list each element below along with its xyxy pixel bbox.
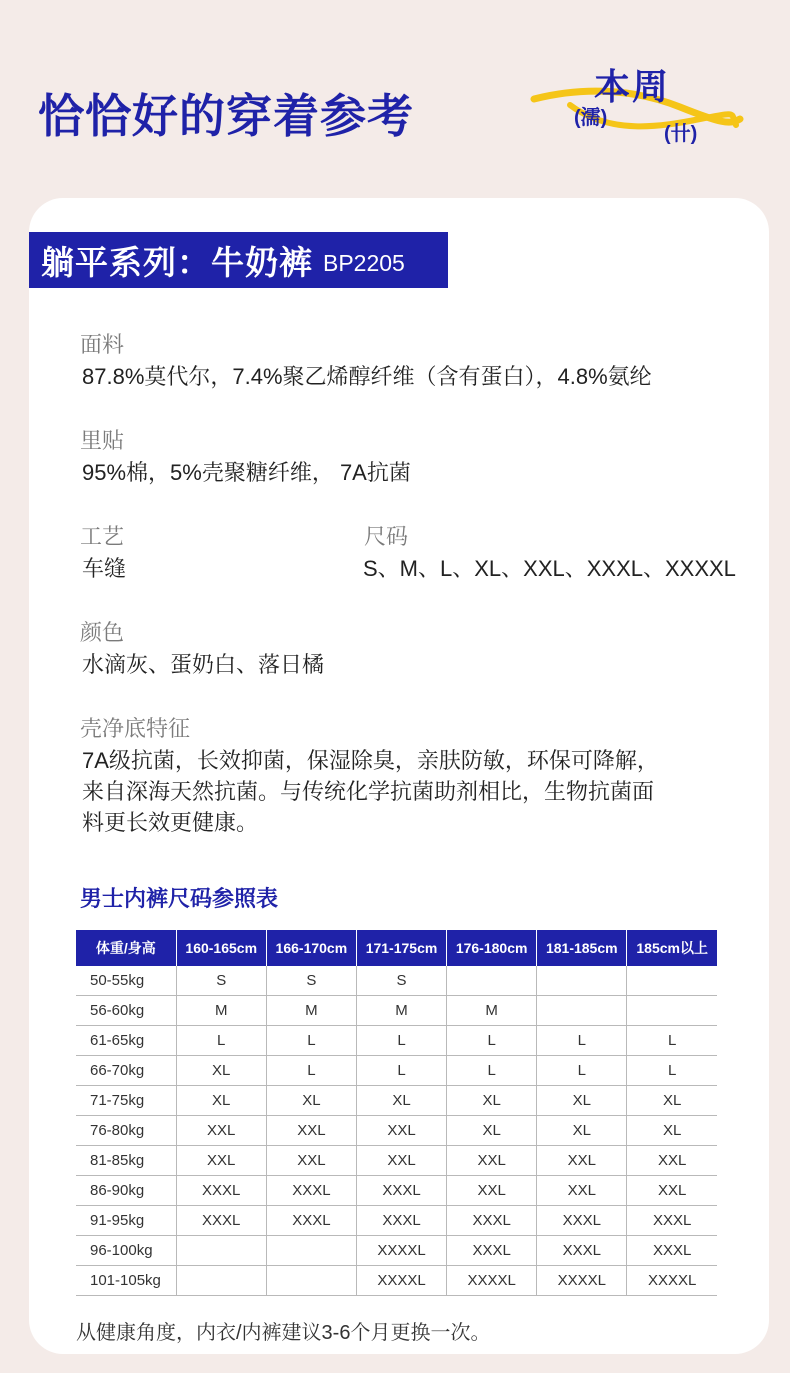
lining-label: 里贴 bbox=[80, 428, 125, 453]
size-cell: XXL bbox=[627, 1176, 717, 1206]
size-cell: L bbox=[537, 1056, 627, 1086]
size-cell: XL bbox=[537, 1116, 627, 1146]
feature-label: 壳净底特征 bbox=[80, 716, 191, 741]
size-cell: XXXL bbox=[266, 1176, 356, 1206]
size-cell: L bbox=[266, 1026, 356, 1056]
size-cell: S bbox=[266, 966, 356, 996]
logo-mark-text: 本周 bbox=[594, 66, 671, 107]
table-row bbox=[76, 1176, 717, 1206]
header-height-col: 160-165cm bbox=[176, 930, 266, 966]
sizes-label: 尺码 bbox=[364, 524, 409, 549]
size-cell bbox=[627, 966, 717, 996]
logo-paren-right: (卄) bbox=[664, 123, 698, 145]
feature-line-1: 7A级抗菌，长效抑菌，保湿除臭，亲肤防敏，环保可降解， bbox=[82, 748, 659, 773]
weight-cell: 50-55kg bbox=[76, 966, 176, 996]
size-cell bbox=[627, 996, 717, 1026]
size-cell: L bbox=[356, 1056, 446, 1086]
size-cell: XXXL bbox=[627, 1236, 717, 1266]
weight-cell: 76-80kg bbox=[76, 1116, 176, 1146]
size-cell: XL bbox=[627, 1116, 717, 1146]
size-cell: XXL bbox=[627, 1146, 717, 1176]
size-cell: M bbox=[266, 996, 356, 1026]
header-height-col: 185cm以上 bbox=[627, 930, 717, 966]
size-cell: L bbox=[176, 1026, 266, 1056]
size-cell: XXXL bbox=[176, 1206, 266, 1236]
size-cell bbox=[266, 1266, 356, 1296]
size-cell: XXXL bbox=[266, 1206, 356, 1236]
size-cell: XXXXL bbox=[627, 1266, 717, 1296]
table-row bbox=[76, 1236, 717, 1266]
size-table bbox=[76, 930, 717, 1296]
fabric-value: 87.8%莫代尔，7.4%聚乙烯醇纤维（含有蛋白），4.8%氨纶 bbox=[82, 364, 652, 389]
size-cell bbox=[537, 966, 627, 996]
table-row bbox=[76, 1146, 717, 1176]
table-row bbox=[76, 1026, 717, 1056]
table-row bbox=[76, 1206, 717, 1236]
size-cell: L bbox=[627, 1026, 717, 1056]
size-cell: XL bbox=[176, 1056, 266, 1086]
footnote: 从健康角度，内衣/内裤建议3-6个月更换一次。 bbox=[76, 1322, 491, 1344]
size-cell bbox=[266, 1236, 356, 1266]
weight-cell: 56-60kg bbox=[76, 996, 176, 1026]
size-cell: XXXXL bbox=[447, 1266, 537, 1296]
size-cell: XXL bbox=[447, 1176, 537, 1206]
series-code: BP2205 bbox=[323, 249, 405, 276]
series-banner bbox=[29, 232, 448, 288]
colors-label: 颜色 bbox=[80, 620, 125, 645]
size-cell: L bbox=[537, 1026, 627, 1056]
size-cell bbox=[176, 1236, 266, 1266]
size-cell: XL bbox=[627, 1086, 717, 1116]
lining-value: 95%棉，5%壳聚糖纤维， 7A抗菌 bbox=[82, 460, 411, 485]
fabric-label: 面料 bbox=[80, 332, 125, 357]
size-cell: XXXXL bbox=[537, 1266, 627, 1296]
craft-label: 工艺 bbox=[80, 524, 125, 549]
size-cell: XXXL bbox=[537, 1206, 627, 1236]
size-cell: XL bbox=[447, 1116, 537, 1146]
size-cell: XL bbox=[266, 1086, 356, 1116]
size-cell: XXL bbox=[266, 1116, 356, 1146]
logo-paren-left: (濡) bbox=[574, 107, 608, 129]
series-name: 躺平系列：牛奶裤 bbox=[41, 243, 313, 281]
table-row bbox=[76, 1266, 717, 1296]
table-row bbox=[76, 1086, 717, 1116]
page-title: 恰恰好的穿着参考 bbox=[38, 90, 414, 142]
size-cell: XXXL bbox=[356, 1206, 446, 1236]
size-cell: XXL bbox=[447, 1146, 537, 1176]
size-cell bbox=[537, 996, 627, 1026]
sizes-value: S、M、L、XL、XXL、XXXL、XXXXL bbox=[363, 556, 736, 581]
size-cell: XXL bbox=[176, 1116, 266, 1146]
size-cell: M bbox=[356, 996, 446, 1026]
size-table-title: 男士内裤尺码参照表 bbox=[80, 886, 279, 911]
size-cell: XL bbox=[447, 1086, 537, 1116]
feature-line-3: 料更长效更健康。 bbox=[82, 810, 259, 835]
size-cell: XXL bbox=[537, 1146, 627, 1176]
size-cell: L bbox=[356, 1026, 446, 1056]
header-height-col: 181-185cm bbox=[537, 930, 627, 966]
size-cell: XXXXL bbox=[356, 1266, 446, 1296]
size-cell: L bbox=[627, 1056, 717, 1086]
table-row bbox=[76, 996, 717, 1026]
table-row bbox=[76, 1056, 717, 1086]
weight-cell: 71-75kg bbox=[76, 1086, 176, 1116]
size-cell: XXL bbox=[356, 1146, 446, 1176]
size-cell bbox=[176, 1266, 266, 1296]
table-row bbox=[76, 966, 717, 996]
header-height-col: 176-180cm bbox=[447, 930, 537, 966]
weight-cell: 86-90kg bbox=[76, 1176, 176, 1206]
size-cell: L bbox=[447, 1056, 537, 1086]
size-cell: XL bbox=[537, 1086, 627, 1116]
size-cell: XXXL bbox=[176, 1176, 266, 1206]
size-cell: XXL bbox=[356, 1116, 446, 1146]
size-cell: XXXL bbox=[356, 1176, 446, 1206]
size-table-header-row bbox=[76, 930, 717, 966]
size-cell: XXXL bbox=[447, 1206, 537, 1236]
colors-value: 水滴灰、蛋奶白、落日橘 bbox=[82, 652, 325, 677]
header-height-col: 171-175cm bbox=[356, 930, 446, 966]
table-row bbox=[76, 1116, 717, 1146]
size-cell: XXXL bbox=[537, 1236, 627, 1266]
weight-cell: 96-100kg bbox=[76, 1236, 176, 1266]
weight-cell: 81-85kg bbox=[76, 1146, 176, 1176]
size-cell: M bbox=[176, 996, 266, 1026]
size-cell: XXL bbox=[266, 1146, 356, 1176]
size-cell: XXXL bbox=[447, 1236, 537, 1266]
weight-cell: 101-105kg bbox=[76, 1266, 176, 1296]
size-cell: L bbox=[266, 1056, 356, 1086]
weight-cell: 66-70kg bbox=[76, 1056, 176, 1086]
header-height-col: 166-170cm bbox=[266, 930, 356, 966]
craft-value: 车缝 bbox=[82, 556, 127, 581]
size-cell: S bbox=[356, 966, 446, 996]
size-cell: M bbox=[447, 996, 537, 1026]
header-weight-height: 体重/身高 bbox=[76, 930, 176, 966]
weight-cell: 91-95kg bbox=[76, 1206, 176, 1236]
size-cell: XXXXL bbox=[356, 1236, 446, 1266]
size-cell: XL bbox=[356, 1086, 446, 1116]
size-cell: L bbox=[447, 1026, 537, 1056]
feature-line-2: 来自深海天然抗菌。与传统化学抗菌助剂相比，生物抗菌面 bbox=[82, 779, 655, 804]
weight-cell: 61-65kg bbox=[76, 1026, 176, 1056]
size-cell: XXL bbox=[176, 1146, 266, 1176]
size-cell: XXXL bbox=[627, 1206, 717, 1236]
size-cell: S bbox=[176, 966, 266, 996]
brand-logo bbox=[530, 55, 745, 150]
size-cell bbox=[447, 966, 537, 996]
size-cell: XL bbox=[176, 1086, 266, 1116]
size-cell: XXL bbox=[537, 1176, 627, 1206]
